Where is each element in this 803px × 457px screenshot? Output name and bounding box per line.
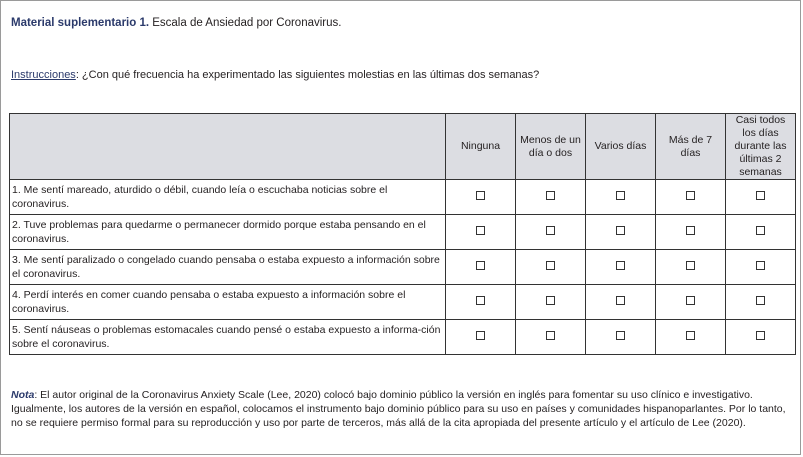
table-row [10, 215, 796, 250]
answer-cell[interactable] [726, 285, 796, 320]
answer-cell[interactable] [726, 180, 796, 215]
checkbox[interactable] [546, 226, 555, 235]
answer-cell[interactable] [586, 215, 656, 250]
checkbox[interactable] [616, 261, 625, 270]
answer-cell[interactable] [586, 320, 656, 355]
checkbox[interactable] [686, 296, 695, 305]
answer-cell[interactable] [726, 250, 796, 285]
answer-cell[interactable] [656, 180, 726, 215]
note-label: Nota [11, 389, 35, 401]
column-header: Casi todos los días durante las últimas 2 semanas [726, 114, 796, 180]
item-text: 4. Perdí interés en comer cuando pensaba o estaba expuesto a información sobre el coronavirus. [10, 285, 446, 320]
answer-cell[interactable] [726, 215, 796, 250]
document-title [11, 17, 341, 29]
checkbox[interactable] [616, 331, 625, 340]
answer-cell[interactable] [656, 320, 726, 355]
answer-cell[interactable] [516, 215, 586, 250]
title-rest: Escala de Ansiedad por Coronavirus. [149, 17, 342, 29]
answer-cell[interactable] [516, 180, 586, 215]
column-header: Varios días [586, 114, 656, 180]
table-row [10, 250, 796, 285]
item-text: 3. Me sentí paralizado o congelado cuando pensaba o estaba expuesto a información sobre el coronavirus. [10, 250, 446, 285]
note-paragraph [11, 388, 797, 430]
checkbox[interactable] [686, 226, 695, 235]
checkbox[interactable] [756, 261, 765, 270]
checkbox[interactable] [686, 261, 695, 270]
column-header: Más de 7 días [656, 114, 726, 180]
checkbox[interactable] [476, 331, 485, 340]
item-text: 1. Me sentí mareado, aturdido o débil, cuando leía o escuchaba noticias sobre el coronavirus. [10, 180, 446, 215]
checkbox[interactable] [616, 296, 625, 305]
table-header-row [10, 114, 796, 180]
checkbox[interactable] [756, 226, 765, 235]
checkbox[interactable] [476, 191, 485, 200]
item-text: 2. Tuve problemas para quedarme o permanecer dormido porque estaba pensando en el coronavirus. [10, 215, 446, 250]
answer-cell[interactable] [446, 180, 516, 215]
answer-cell[interactable] [586, 250, 656, 285]
table-row [10, 285, 796, 320]
checkbox[interactable] [616, 191, 625, 200]
checkbox[interactable] [476, 226, 485, 235]
table-row [10, 320, 796, 355]
checkbox[interactable] [546, 331, 555, 340]
column-header: Menos de un día o dos [516, 114, 586, 180]
answer-cell[interactable] [516, 285, 586, 320]
answer-cell[interactable] [446, 250, 516, 285]
answer-cell[interactable] [586, 180, 656, 215]
checkbox[interactable] [756, 296, 765, 305]
instructions [11, 69, 539, 81]
checkbox[interactable] [756, 191, 765, 200]
answer-cell[interactable] [516, 320, 586, 355]
checkbox[interactable] [546, 296, 555, 305]
instructions-text: : ¿Con qué frecuencia ha experimentado las siguientes molestias en las últimas dos semanas? [75, 69, 540, 81]
answer-cell[interactable] [446, 320, 516, 355]
anxiety-scale-table [9, 113, 796, 355]
table-row [10, 180, 796, 215]
checkbox[interactable] [686, 191, 695, 200]
answer-cell[interactable] [656, 215, 726, 250]
item-text: 5. Sentí náuseas o problemas estomacales cuando pensé o estaba expuesto a informa-ción sobre el coronavirus. [10, 320, 446, 355]
answer-cell[interactable] [446, 215, 516, 250]
answer-cell[interactable] [656, 250, 726, 285]
checkbox[interactable] [546, 261, 555, 270]
checkbox[interactable] [756, 331, 765, 340]
checkbox[interactable] [616, 226, 625, 235]
header-empty-cell [10, 114, 446, 180]
column-header: Ninguna [446, 114, 516, 180]
checkbox[interactable] [686, 331, 695, 340]
checkbox[interactable] [476, 261, 485, 270]
checkbox[interactable] [546, 191, 555, 200]
title-lead: Material suplementario 1. [11, 17, 150, 29]
answer-cell[interactable] [586, 285, 656, 320]
instructions-label: Instrucciones [11, 69, 76, 81]
checkbox[interactable] [476, 296, 485, 305]
answer-cell[interactable] [446, 285, 516, 320]
answer-cell[interactable] [726, 320, 796, 355]
answer-cell[interactable] [656, 285, 726, 320]
answer-cell[interactable] [516, 250, 586, 285]
note-text: : El autor original de la Coronavirus Anxiety Scale (Lee, 2020) colocó bajo dominio público la versión en inglés para fomentar su uso clínico e investigativo. Igualmente, los autores de la versión en español, colocamos el instrumento bajo dominio público para su uso en países y comunidades hispanoparlantes. Por lo tanto, no se requiere permiso formal para su reproducción y uso por parte de terceros, más allá de la cita apropiada del presente artículo y el artículo de Lee (2020). [11, 389, 786, 429]
